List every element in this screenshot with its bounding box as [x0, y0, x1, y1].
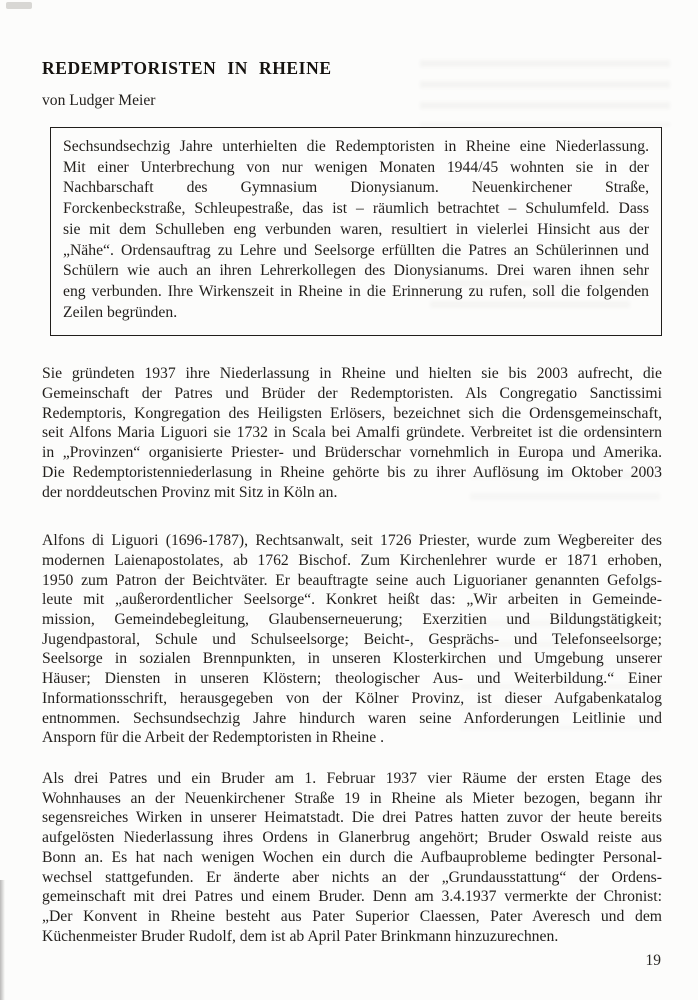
text-line: Alfons di Liguori (1696-1787), Rechtsanwalt, seit 1726 Priester, wurde zum Wegbereiter des	[42, 532, 662, 550]
text-line: „Der Konvent in Rheine besteht aus Pater Superior Claessen, Pater Averesch und dem	[42, 907, 662, 925]
page-content	[0, 58, 698, 946]
text-line: wechsel stattgefunden. Er änderte aber nichts an der „Grundausstattung“ der Ordens-	[42, 868, 662, 886]
text-line: Jugendpastoral, Schule und Schulseelsorge; Beicht-, Gesprächs- und Telefonseelsorge;	[42, 630, 662, 648]
text-line: Als drei Patres und ein Bruder am 1. Februar 1937 vier Räume der ersten Etage des	[42, 769, 662, 787]
page-title: REDEMPTORISTEN IN RHEINE	[42, 58, 332, 78]
text-line: seit Alfons Maria Liguori sie 1732 in Scala bei Amalfi gründete. Verbreitet ist die ordensintern	[42, 424, 662, 442]
text-line: gemeinschaft mit drei Patres und einem Bruder. Denn am 3.4.1937 vermerkte der Chronist:	[42, 888, 662, 906]
text-line: eng verbunden. Ihre Wirkenszeit in Rheine in die Erinnerung zu rufen, soll die folgenden	[63, 282, 649, 300]
text-line: segensreiches Wirken in unserer Heimatstadt. Die drei Patres hatten zuvor der heute bereits	[42, 809, 662, 827]
text-line: Sie gründeten 1937 ihre Niederlassung in Rheine und hielten sie bis 2003 aufrecht, die	[42, 365, 662, 383]
text-line: leute mit „außerordentlicher Seelsorge“. Konkret heißt das: „Wir arbeiten in Gemeinde-	[42, 591, 662, 609]
text-line: „Nähe“. Ordensauftrag zu Lehre und Seelsorge erfüllten die Patres an Schülerinnen und	[63, 241, 649, 259]
paragraph-liguori	[42, 531, 662, 748]
text-line: Zeilen begründen.	[63, 303, 178, 321]
text-line: Informationsschrift, herausgegeben von der Kölner Provinz, ist dieser Aufgabenkatalog	[42, 689, 662, 707]
text-line: Seelsorge in sozialen Brennpunkten, in unseren Klosterkirchen und Umgebung unserer	[42, 650, 662, 668]
text-line: Gemeinschaft der Patres und Brüder der Redemptoristen. Als Congregatio Sanctissimi	[42, 385, 662, 403]
text-line: Küchenmeister Bruder Rudolf, dem ist ab April Pater Brinkmann hinzuzurechnen.	[42, 927, 559, 945]
intro-box	[50, 127, 662, 336]
text-line: Ansporn für die Arbeit der Redemptoristen in Rheine .	[42, 729, 384, 747]
text-line: Häuser; Diensten in unseren Klöstern; theologischer Aus- und Weiterbildung.“ Einer	[42, 670, 662, 688]
text-line: aufgelösten Niederlassung ihres Ordens in Glanerbrug angehört; Bruder Oswald reiste aus	[42, 829, 662, 847]
paragraph-arrival-1937	[42, 769, 662, 946]
text-line: in „Provinzen“ organisierte Priester- und Brüderschar vornehmlich in Europa und Amerika.	[42, 444, 662, 462]
text-line: Bonn an. Es hat nach wenigen Wochen ein durch die Aufbauprobleme bedingter Personal-	[42, 848, 662, 866]
page-number: 19	[645, 952, 661, 969]
text-line: der norddeutschen Provinz mit Sitz in Köln an.	[42, 483, 338, 501]
scan-speck-artifact	[6, 2, 32, 9]
text-line: modernen Laienapostolates, ab 1762 Bischof. Zum Kirchenlehrer wurde er 1871 erhoben,	[42, 551, 662, 569]
text-line: entnommen. Sechsundsechzig Jahre hindurch waren seine Anforderungen Leitlinie und	[42, 709, 662, 727]
byline: von Ludger Meier	[42, 92, 156, 109]
text-line: Die Redemptoristenniederlasung in Rheine gehörte bis zu ihrer Auflösung im Oktober 2003	[42, 463, 662, 481]
paragraph-founding	[42, 364, 662, 502]
text-line: sie mit dem Schulleben eng verbunden waren, resultiert in vielerlei Hinsicht aus der	[63, 220, 649, 238]
text-line: Forckenbeckstraße, Schleupestraße, das ist – räumlich betrachtet – Schulumfeld. Dass	[63, 200, 649, 218]
text-line: Schülern wie auch an ihren Lehrerkollegen des Dionysianums. Drei waren ihnen sehr	[63, 262, 649, 280]
text-line: Nachbarschaft des Gymnasium Dionysianum. Neuenkirchener Straße,	[63, 179, 649, 197]
text-line: Sechsundsechzig Jahre unterhielten die Redemptoristen in Rheine eine Niederlassung.	[63, 138, 649, 155]
text-line: Wohnhauses an der Neuenkirchener Straße 19 in Rheine als Mieter bezogen, begann ihr	[42, 789, 662, 807]
text-line: Redemptoris, Kongregation des Heiligsten Erlösers, bezeichnet sich die Ordensgemeinschaft,	[42, 404, 662, 422]
text-line: 1950 zum Patron der Beichtväter. Er beauftragte seine auch Liguorianer genannten Gefolgs-	[42, 571, 662, 589]
text-line: Mit einer Unterbrechung von nur wenigen Monaten 1944/45 wohnten sie in der	[63, 158, 649, 176]
text-line: mission, Gemeindebegleitung, Glaubenserneuerung; Exerzitien und Bildungstätigkeit;	[42, 611, 662, 629]
